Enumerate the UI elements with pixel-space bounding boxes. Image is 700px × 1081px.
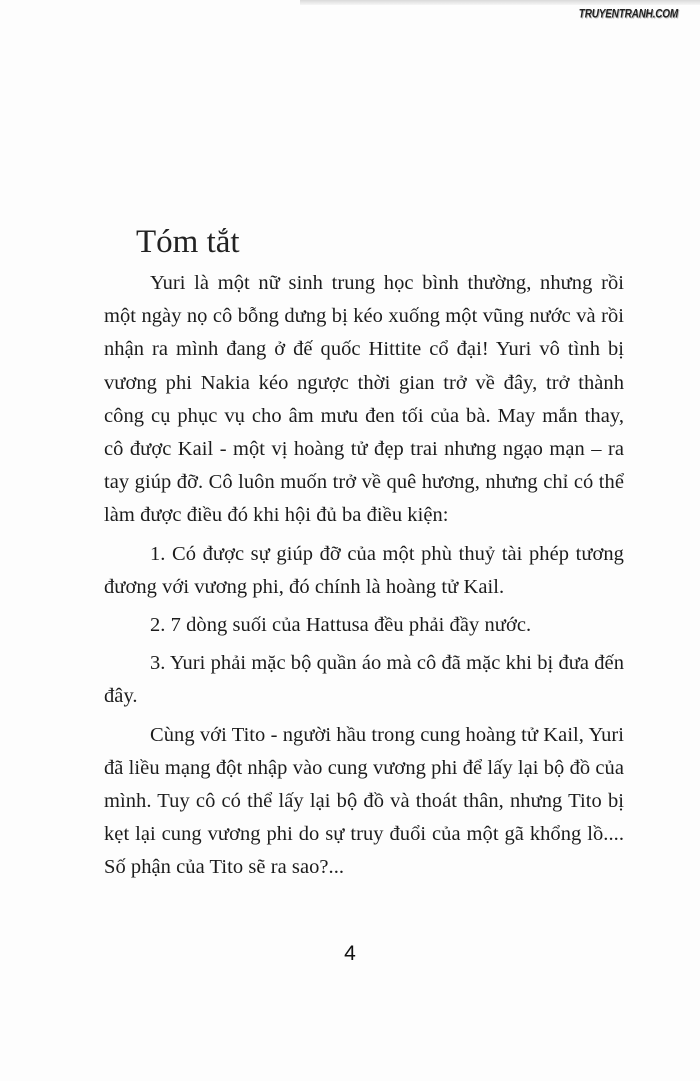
paragraph-intro: Yuri là một nữ sinh trung học bình thường, nhưng rồi một ngày nọ cô bỗng dưng bị kéo xuống một vũng nước và rồi nhận ra mình đang ở đế quốc Hittite cổ đại! Yuri vô tình bị vương phi Nakia kéo ngược thời gian trở về đây, trở thành công cụ phục vụ cho âm mưu đen tối của bà. May mắn thay, cô được Kail - một vị hoàng tử đẹp trai nhưng ngạo mạn – ra tay giúp đỡ. Cô luôn muốn trở về quê hương, nhưng chỉ có thể làm được điều đó khi hội đủ ba điều kiện: <box>104 272 624 527</box>
paragraph-condition-3: 3. Yuri phải mặc bộ quần áo mà cô đã mặc khi bị đưa đến đây. <box>104 652 624 708</box>
scan-edge-shadow <box>300 0 700 5</box>
page-title: Tóm tắt <box>136 224 240 260</box>
paragraph-condition-2: 2. 7 dòng suối của Hattusa đều phải đầy nước. <box>150 614 532 637</box>
watermark: TRUYENTRANH.COM <box>578 7 678 22</box>
document-page <box>104 222 624 885</box>
page-number: 4 <box>344 942 356 965</box>
paragraph-condition-1: 1. Có được sự giúp đỡ của một phù thuỷ tài phép tương đương với vương phi, đó chính là hoàng tử Kail. <box>104 542 624 598</box>
paragraph-conclusion: Cùng với Tito - người hầu trong cung hoàng tử Kail, Yuri đã liều mạng đột nhập vào cung vương phi để lấy lại bộ đồ của mình. Tuy cô có thể lấy lại bộ đồ và thoát thân, nhưng Tito bị kẹt lại cung vương phi do sự truy đuổi của một gã khổng lồ.... Số phận của Tito sẽ ra sao?... <box>104 723 624 879</box>
